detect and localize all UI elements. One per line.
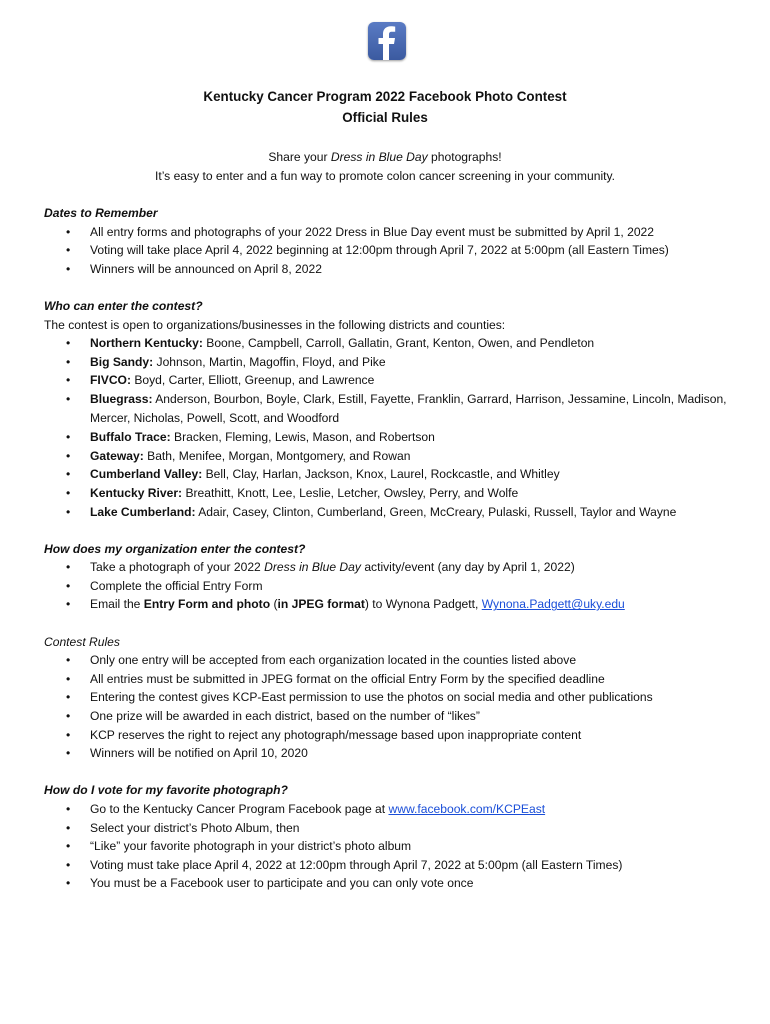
district-name: Big Sandy:: [90, 354, 154, 369]
list-item: • “Like” your favorite photograph in your district’s photo album: [44, 837, 744, 856]
list-item: • You must be a Facebook user to participate and you can only vote once: [44, 874, 744, 893]
facebook-page-link[interactable]: www.facebook.com/KCPEast: [388, 802, 546, 816]
district-name: Gateway:: [90, 448, 144, 463]
item-bold: in JPEG format: [277, 597, 365, 612]
who-heading: Who can enter the contest?: [44, 298, 203, 313]
vote-heading: How do I vote for my favorite photograph?: [44, 783, 288, 798]
list-item: • Select your district’s Photo Album, then: [44, 819, 744, 838]
district-name: Lake Cumberland:: [90, 504, 196, 519]
district-counties: Anderson, Bourbon, Boyle, Clark, Estill, Fayette, Franklin, Garrard, Harrison, Jessamine, Lincoln, Madison, Mercer, Nicholas, Powell, Scott, and Woodford: [90, 391, 727, 425]
list-item: • Entering the contest gives KCP-East permission to use the photos on social media and other publications: [44, 688, 744, 707]
list-item: • All entries must be submitted in JPEG format on the official Entry Form by the specified deadline: [44, 670, 744, 689]
intro-line-1-emphasis: Dress in Blue Day: [330, 150, 428, 164]
dates-list: [44, 223, 744, 279]
intro-line-1: [0, 148, 770, 167]
districts-list: [44, 334, 744, 521]
item-bold: Entry Form and photo: [143, 597, 271, 612]
list-item: [44, 428, 744, 447]
intro-line-2: It’s easy to enter and a fun way to promote colon cancer screening in your community.: [154, 169, 616, 183]
district-name: Bluegrass:: [90, 391, 153, 406]
district-name: Cumberland Valley:: [90, 467, 203, 482]
list-item: • Voting will take place April 4, 2022 beginning at 12:00pm through April 7, 2022 at 5:00pm (all Eastern Times): [44, 241, 744, 260]
vote-list: [44, 800, 744, 893]
intro-text: [0, 148, 770, 186]
item-text: (: [270, 597, 278, 612]
title-line-1: Kentucky Cancer Program 2022 Facebook Photo Contest: [203, 89, 567, 104]
rules-heading: Contest Rules: [44, 634, 120, 649]
list-item: [44, 334, 744, 353]
list-item: [44, 371, 744, 390]
rules-list: [44, 651, 744, 763]
item-text: Take a photograph of your 2022: [90, 560, 265, 575]
item-text: Go to the Kentucky Cancer Program Facebook page at: [90, 802, 389, 816]
district-counties: Bath, Menifee, Morgan, Montgomery, and Rowan: [143, 448, 411, 463]
item-emphasis: Dress in Blue Day: [264, 560, 361, 575]
title-line-2: Official Rules: [342, 110, 428, 125]
who-lead: The contest is open to organizations/businesses in the following districts and counties:: [44, 317, 506, 332]
district-counties: Bracken, Fleming, Lewis, Mason, and Robertson: [170, 430, 435, 445]
document-title: [0, 86, 770, 128]
list-item: • All entry forms and photographs of your 2022 Dress in Blue Day event must be submitted by April 1, 2022: [44, 223, 744, 242]
dates-heading: Dates to Remember: [44, 206, 158, 220]
district-name: FIVCO:: [90, 373, 131, 388]
list-item: • One prize will be awarded in each district, based on the number of “likes”: [44, 707, 744, 726]
list-item: • KCP reserves the right to reject any photograph/message based upon inappropriate content: [44, 726, 744, 745]
how-enter-heading: How does my organization enter the contest?: [44, 541, 306, 556]
facebook-f-icon: [368, 22, 406, 60]
list-item: • Complete the official Entry Form: [44, 577, 744, 596]
item-text: ) to Wynona Padgett,: [364, 597, 482, 612]
district-counties: Boyd, Carter, Elliott, Greenup, and Lawrence: [130, 373, 375, 388]
intro-line-1-suffix: photographs!: [427, 150, 502, 164]
how-enter-list: [44, 558, 744, 614]
rules-content: [44, 204, 744, 912]
how-enter-section: [44, 540, 744, 614]
district-name: Kentucky River:: [90, 485, 183, 500]
list-item: • Winners will be announced on April 8, 2022: [44, 260, 744, 279]
intro-line-1-prefix: Share your: [268, 150, 331, 164]
vote-section: [44, 781, 744, 893]
item-text: activity/event (any day by April 1, 2022): [360, 560, 575, 575]
list-item: • Voting must take place April 4, 2022 at 12:00pm through April 7, 2022 at 5:00pm (all Eastern Times): [44, 856, 744, 875]
district-name: Buffalo Trace:: [90, 430, 171, 445]
district-counties: Adair, Casey, Clinton, Cumberland, Green, McCreary, Pulaski, Russell, Taylor and Wayne: [195, 504, 677, 519]
dates-section: [44, 204, 744, 278]
district-counties: Boone, Campbell, Carroll, Gallatin, Grant, Kenton, Owen, and Pendleton: [202, 336, 595, 351]
list-item: [44, 390, 744, 428]
district-counties: Johnson, Martin, Magoffin, Floyd, and Pike: [153, 354, 386, 369]
list-item: [44, 353, 744, 372]
who-section: [44, 297, 744, 521]
list-item: [44, 465, 744, 484]
district-name: Northern Kentucky:: [90, 336, 203, 351]
list-item: • Winners will be notified on April 10, 2020: [44, 744, 744, 763]
list-item: [44, 484, 744, 503]
list-item: [44, 595, 744, 614]
district-counties: Breathitt, Knott, Lee, Leslie, Letcher, Owsley, Perry, and Wolfe: [182, 485, 519, 500]
list-item: [44, 800, 744, 819]
list-item: [44, 503, 744, 522]
item-text: Email the: [90, 597, 144, 612]
rules-section: [44, 633, 744, 763]
list-item: [44, 558, 744, 577]
email-link[interactable]: Wynona.Padgett@uky.edu: [481, 597, 625, 612]
list-item: • Only one entry will be accepted from each organization located in the counties listed above: [44, 651, 744, 670]
list-item: [44, 447, 744, 466]
district-counties: Bell, Clay, Harlan, Jackson, Knox, Laurel, Rockcastle, and Whitley: [202, 467, 560, 482]
